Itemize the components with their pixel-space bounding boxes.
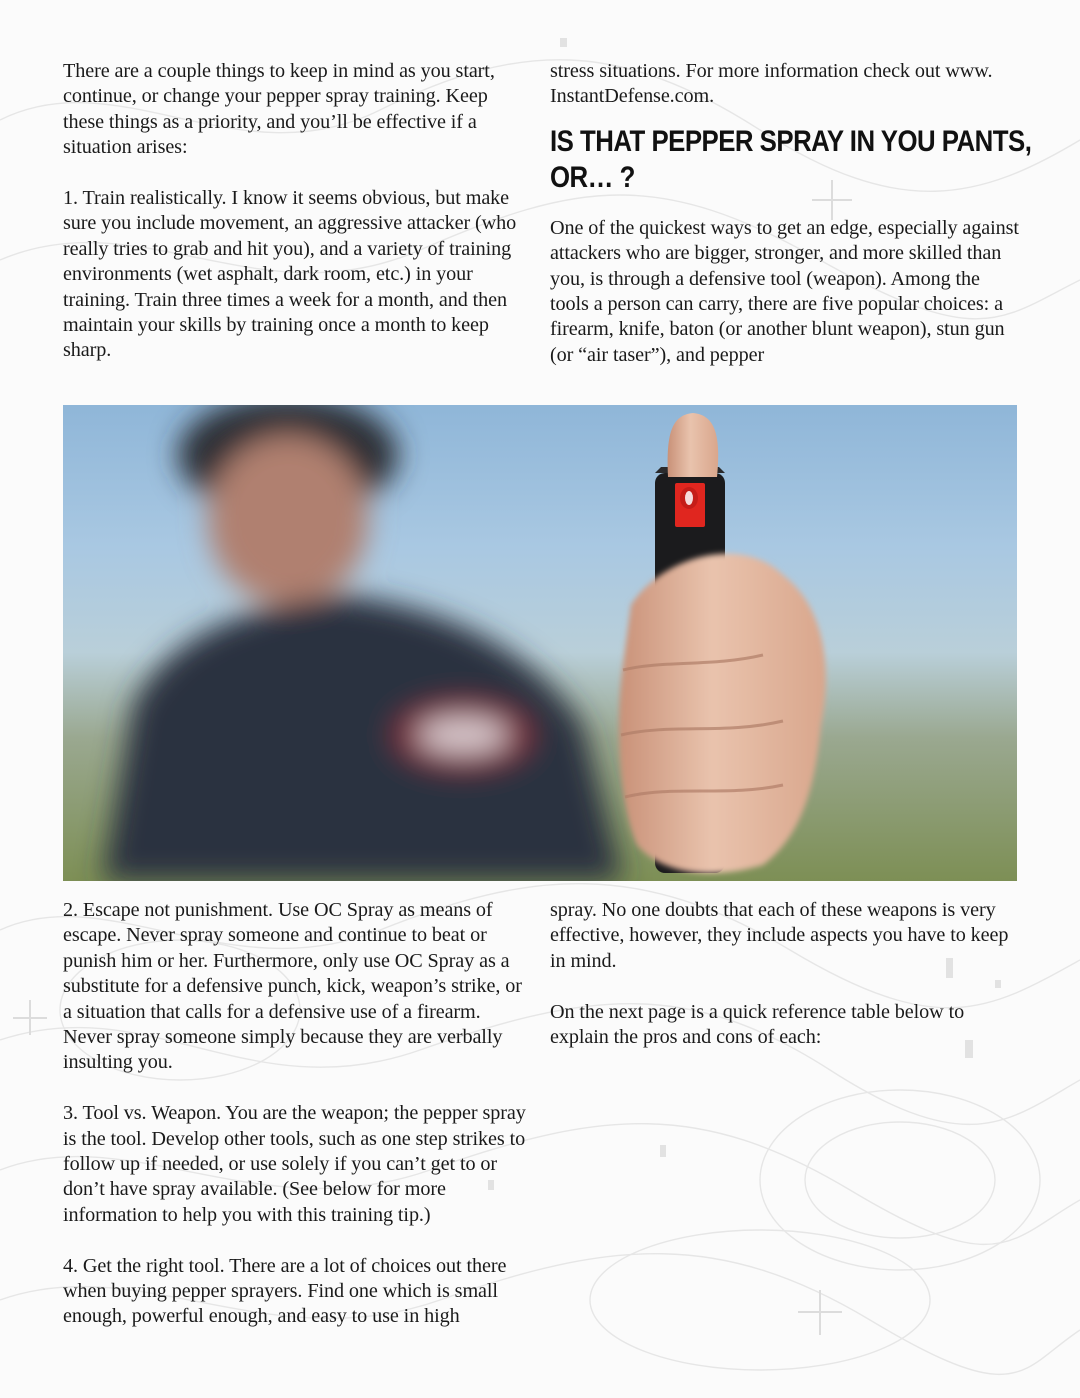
tip-1-paragraph: 1. Train realistically. I know it seems obvious, but make sure you include movement, an aggressive attacker (who really tries to grab and hit you), and a variety of training environments (wet asphalt, dark room, etc.) in your training. Train three times a week for a month, and then maintain your skills by training once a month to keep sharp.	[63, 187, 517, 362]
intro-paragraph: There are a couple things to keep in mind as you start, continue, or change your pepper spray training. Keep these things as a priority, and you’ll be effective if a situation arises:	[63, 60, 495, 159]
tip-3-paragraph: 3. Tool vs. Weapon. You are the weapon; the pepper spray is the tool. Develop other tools, such as one step strikes to follow up if needed, or use solely if you can’t get to or don’t have spray available. (See below for more information to help you with this training tip.)	[63, 1102, 526, 1226]
right-column-bottom	[550, 898, 1020, 1076]
right-column-top	[550, 59, 1032, 394]
weapons-continuation-paragraph: spray. No one doubts that each of these weapons is very effective, however, they include aspects you have to keep in mind.	[550, 899, 1009, 972]
tip-4-paragraph: 4. Get the right tool. There are a lot of choices out there when buying pepper sprayers. Find one which is small enough, powerful enough, and easy to use in high	[63, 1254, 507, 1328]
pepper-spray-photo	[63, 405, 1017, 881]
continuation-paragraph: stress situations. For more information check out www. InstantDefense.com.	[550, 60, 993, 108]
tip-2-paragraph: 2. Escape not punishment. Use OC Spray as means of escape. Never spray someone and continue to beat or punish him or her. Furthermore, only use OC Spray as a substitute for a defensive punch, kick, weapon’s strike, or a situation that calls for a defensive use of a firearm. Never spray someone simply because they are verbally insulting you.	[63, 899, 522, 1074]
hand-with-pepper-spray-illustration	[63, 405, 1017, 881]
left-column-top	[63, 59, 533, 389]
weapons-intro-paragraph: One of the quickest ways to get an edge, especially against attackers who are bigger, stronger, and more skilled than you, is through a defensive tool (weapon). Among the tools a person can carry, there are five popular choices: a firearm, knife, baton (or another blunt weapon), stun gun (or “air taser”), and pepper	[550, 216, 1019, 366]
section-heading: IS THAT PEPPER SPRAY IN YOU PANTS, OR… ?	[550, 124, 1032, 194]
next-page-note: On the next page is a quick reference table below to explain the pros and cons of each:	[550, 1000, 965, 1049]
left-column-bottom	[63, 898, 533, 1355]
